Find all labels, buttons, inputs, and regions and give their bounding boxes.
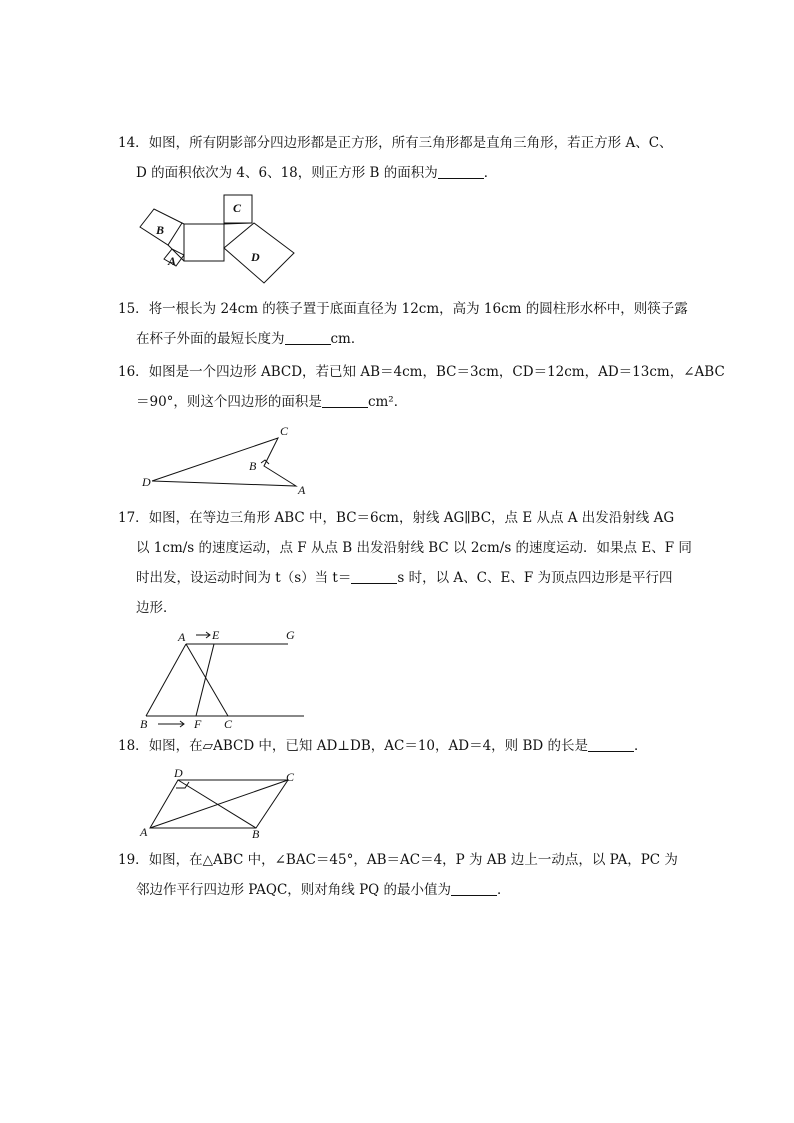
figure-squares [138, 193, 298, 288]
diagonal-ac [150, 780, 288, 828]
question-text: 如图，在▱ABCD 中，已知 AD⊥DB，AC＝10，AD＝4，则 BD 的长是 [148, 738, 588, 754]
answer-blank[interactable] [285, 330, 331, 345]
question-number: 16． [118, 364, 149, 380]
answer-blank[interactable] [451, 881, 497, 896]
label-d: D [142, 475, 151, 489]
label-a: A [298, 483, 306, 497]
label-c: C [233, 201, 242, 215]
segment-ef [196, 644, 214, 716]
answer-blank[interactable] [438, 164, 484, 179]
label-a: A [140, 825, 148, 839]
label-g: G [286, 628, 295, 642]
question-14: 14．如图，所有阴影部分四边形都是正方形，所有三角形都是直角三角形，若正方形 A、C、 D 的面积依次为 4、6、18，则正方形 B 的面积为 ． [118, 135, 673, 181]
question-text: 邻边作平行四边形 PAQC，则对角线 PQ 的最小值为 [136, 882, 452, 898]
figure-equilateral [138, 626, 308, 732]
label-b: B [140, 717, 148, 731]
label-b: B [156, 223, 165, 237]
label-b: B [252, 827, 260, 841]
question-text: 如图，在△ABC 中，∠BAC＝45°，AB＝AC＝4，P 为 AB 边上一动点，以 PA，PC 为 [148, 852, 678, 868]
label-c: C [280, 424, 289, 438]
question-15: 15．将一根长为 24cm 的筷子置于底面直径为 12cm，高为 16cm 的圆柱形水杯中，则筷子露 在杯子外面的最短长度为 cm． [118, 301, 688, 347]
quad-outline [152, 438, 296, 486]
question-text: 将一根长为 24cm 的筷子置于底面直径为 12cm，高为 16cm 的圆柱形水杯中，则筷子露 [148, 301, 688, 317]
label-a: A [168, 254, 177, 268]
label-c: C [224, 717, 233, 731]
question-text: 如图，在等边三角形 ABC 中，BC＝6cm，射线 AG∥BC，点 E 从点 A 出发沿射线 AG [148, 510, 675, 526]
question-text: 时出发，设运动时间为 t（s）当 t＝ [136, 570, 352, 586]
inner-square [184, 224, 224, 261]
label-f: F [194, 717, 202, 731]
question-17: 17．如图，在等边三角形 ABC 中，BC＝6cm，射线 AG∥BC，点 E 从点 A 出发沿射线 AG 以 1cm/s 的速度运动，点 F 从点 B 出发沿射线 BC 以 2cm/s 的速度运动．如果点 E、F 同 时出发，设运动时间为 t（s）当 t＝ s 时，以 A、C、E、F 为顶点四边形是平行四 边形． [118, 510, 692, 616]
label-c: C [286, 770, 295, 784]
figure-quadrilateral [140, 424, 315, 499]
question-number: 19． [118, 852, 149, 868]
question-text: 如图是一个四边形 ABCD，若已知 AB＝4cm，BC＝3cm，CD＝12cm，AD＝13cm，∠ABC [148, 364, 725, 380]
label-b: B [249, 459, 257, 473]
question-text: 在杯子外面的最短长度为 [136, 331, 285, 347]
question-number: 17． [118, 510, 149, 526]
question-18: 18．如图，在▱ABCD 中，已知 AD⊥DB，AC＝10，AD＝4，则 BD 的长是 ． [118, 738, 648, 754]
diagonal-db [178, 780, 256, 828]
answer-blank[interactable] [588, 737, 634, 752]
answer-blank[interactable] [351, 569, 397, 584]
question-16: 16．如图是一个四边形 ABCD，若已知 AB＝4cm，BC＝3cm，CD＝12cm，AD＝13cm，∠ABC ＝90°，则这个四边形的面积是 cm²． [118, 364, 725, 410]
side-ac [186, 644, 228, 716]
question-text: 边形． [136, 600, 177, 616]
question-text: 以 1cm/s 的速度运动，点 F 从点 B 出发沿射线 BC 以 2cm/s 的速度运动．如果点 E、F 同 [136, 540, 692, 556]
label-a: A [178, 630, 186, 644]
question-text: ＝90°，则这个四边形的面积是 [136, 394, 322, 410]
triangle-edge [182, 223, 184, 224]
figure-parallelogram [138, 766, 304, 842]
question-text: 如图，所有阴影部分四边形都是正方形，所有三角形都是直角三角形，若正方形 A、C、 [148, 135, 673, 151]
side-ab [146, 644, 186, 716]
question-19: 19．如图，在△ABC 中，∠BAC＝45°，AB＝AC＝4，P 为 AB 边上一动点，以 PA，PC 为 邻边作平行四边形 PAQC，则对角线 PQ 的最小值为 ． [118, 852, 678, 898]
question-number: 18． [118, 738, 149, 754]
question-number: 14． [118, 135, 149, 151]
answer-blank[interactable] [322, 393, 368, 408]
label-e: E [212, 628, 220, 642]
label-d: D [174, 766, 183, 780]
label-d: D [251, 250, 260, 264]
question-number: 15． [118, 301, 149, 317]
question-text: D 的面积依次为 4、6、18，则正方形 B 的面积为 [136, 165, 438, 181]
